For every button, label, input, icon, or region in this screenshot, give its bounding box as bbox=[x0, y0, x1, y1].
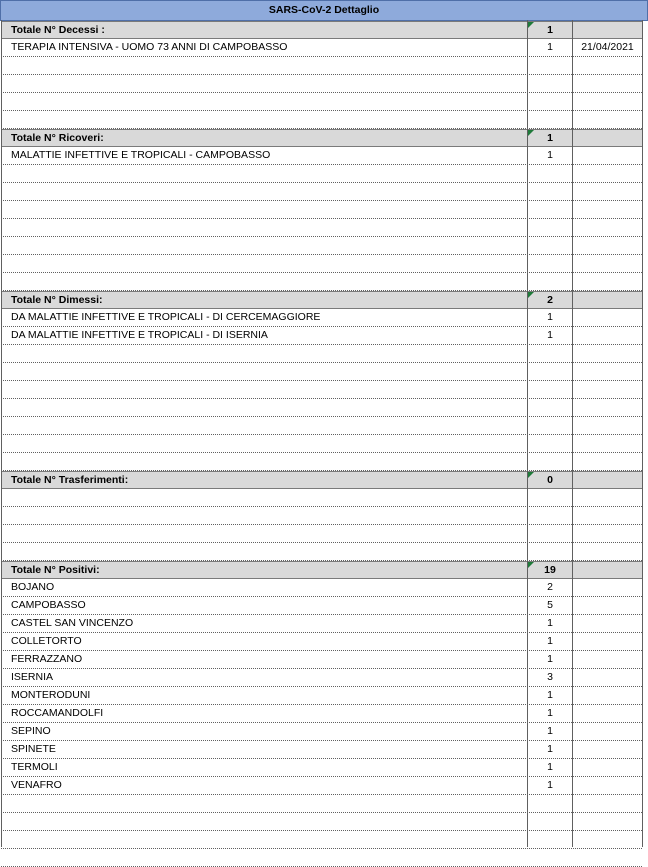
empty-row bbox=[1, 435, 642, 453]
comment-indicator-icon bbox=[528, 472, 534, 478]
row-date bbox=[573, 597, 642, 614]
table-row bbox=[1, 615, 642, 633]
row-label: COLLETORTO bbox=[11, 635, 82, 647]
row-label: ISERNIA bbox=[11, 671, 54, 683]
empty-row bbox=[1, 255, 642, 273]
comment-indicator-icon bbox=[528, 130, 534, 136]
empty-row bbox=[1, 417, 642, 435]
table-row bbox=[1, 39, 642, 57]
row-date bbox=[573, 777, 642, 794]
row-date bbox=[573, 327, 642, 344]
row-value: 1 bbox=[547, 779, 553, 791]
section-total: 1 bbox=[547, 24, 553, 36]
empty-row bbox=[1, 849, 642, 867]
empty-row bbox=[1, 543, 642, 561]
row-date bbox=[573, 759, 642, 776]
row-date bbox=[573, 579, 642, 596]
row-value: 5 bbox=[547, 599, 553, 611]
section-total: 0 bbox=[547, 474, 553, 486]
comment-indicator-icon bbox=[528, 562, 534, 568]
row-label: TERMOLI bbox=[11, 761, 58, 773]
row-date bbox=[573, 741, 642, 758]
empty-row bbox=[1, 525, 642, 543]
table-row bbox=[1, 741, 642, 759]
section-title: Totale N° Dimessi: bbox=[11, 294, 103, 306]
table-row bbox=[1, 597, 642, 615]
table-row bbox=[1, 723, 642, 741]
row-value: 1 bbox=[547, 761, 553, 773]
date-cell bbox=[573, 562, 642, 579]
empty-row bbox=[1, 237, 642, 255]
row-value: 1 bbox=[547, 743, 553, 755]
section-header bbox=[1, 561, 642, 579]
section-title: Totale N° Decessi : bbox=[11, 24, 105, 36]
section-total: 2 bbox=[547, 294, 553, 306]
date-cell bbox=[573, 292, 642, 309]
row-value: 2 bbox=[547, 581, 553, 593]
row-label: VENAFRO bbox=[11, 779, 62, 791]
table-row bbox=[1, 651, 642, 669]
empty-row bbox=[1, 831, 642, 849]
section-header bbox=[1, 129, 642, 147]
right-border bbox=[642, 20, 643, 847]
left-border bbox=[1, 20, 2, 847]
row-value: 3 bbox=[547, 671, 553, 683]
row-value: 1 bbox=[547, 725, 553, 737]
section-header bbox=[1, 471, 642, 489]
row-label: SEPINO bbox=[11, 725, 51, 737]
row-label: ROCCAMANDOLFI bbox=[11, 707, 104, 719]
empty-row bbox=[1, 453, 642, 471]
row-date: 21/04/2021 bbox=[581, 41, 634, 53]
row-date bbox=[573, 705, 642, 722]
empty-row bbox=[1, 795, 642, 813]
empty-row bbox=[1, 75, 642, 93]
table-row bbox=[1, 705, 642, 723]
section-header bbox=[1, 21, 642, 39]
row-value: 1 bbox=[547, 617, 553, 629]
row-value: 1 bbox=[547, 41, 553, 53]
section-title: Totale N° Positivi: bbox=[11, 564, 100, 576]
section-title: Totale N° Trasferimenti: bbox=[11, 474, 129, 486]
row-label: SPINETE bbox=[11, 743, 56, 755]
row-label: CASTEL SAN VINCENZO bbox=[11, 617, 134, 629]
table-row bbox=[1, 759, 642, 777]
table-row bbox=[1, 687, 642, 705]
row-date bbox=[573, 147, 642, 164]
row-date bbox=[573, 651, 642, 668]
empty-row bbox=[1, 93, 642, 111]
row-date bbox=[573, 309, 642, 326]
comment-indicator-icon bbox=[528, 22, 534, 28]
row-value: 1 bbox=[547, 653, 553, 665]
row-value: 1 bbox=[547, 329, 553, 341]
table-row bbox=[1, 147, 642, 165]
column-separator-date bbox=[572, 20, 573, 847]
table-row bbox=[1, 327, 642, 345]
row-label: CAMPOBASSO bbox=[11, 599, 86, 611]
row-value: 1 bbox=[547, 707, 553, 719]
empty-row bbox=[1, 201, 642, 219]
table-row bbox=[1, 309, 642, 327]
sheet-title: SARS-CoV-2 Dettaglio bbox=[0, 0, 648, 21]
section-header bbox=[1, 291, 642, 309]
date-cell bbox=[573, 130, 642, 147]
empty-row bbox=[1, 273, 642, 291]
row-label: MONTERODUNI bbox=[11, 689, 91, 701]
row-date bbox=[573, 669, 642, 686]
empty-row bbox=[1, 813, 642, 831]
empty-row bbox=[1, 57, 642, 75]
row-date bbox=[573, 723, 642, 740]
empty-row bbox=[1, 111, 642, 129]
row-label: DA MALATTIE INFETTIVE E TROPICALI - DI CERCEMAGGIORE bbox=[11, 311, 321, 323]
empty-row bbox=[1, 165, 642, 183]
row-value: 1 bbox=[547, 689, 553, 701]
empty-row bbox=[1, 363, 642, 381]
table-row bbox=[1, 633, 642, 651]
empty-row bbox=[1, 489, 642, 507]
section-title: Totale N° Ricoveri: bbox=[11, 132, 104, 144]
row-label: DA MALATTIE INFETTIVE E TROPICALI - DI ISERNIA bbox=[11, 329, 268, 341]
row-label: MALATTIE INFETTIVE E TROPICALI - CAMPOBASSO bbox=[11, 149, 271, 161]
comment-indicator-icon bbox=[528, 292, 534, 298]
empty-row bbox=[1, 219, 642, 237]
date-cell bbox=[573, 472, 642, 489]
table-row bbox=[1, 669, 642, 687]
empty-row bbox=[1, 183, 642, 201]
date-cell bbox=[573, 22, 642, 39]
empty-row bbox=[1, 399, 642, 417]
row-date bbox=[573, 687, 642, 704]
empty-row bbox=[1, 381, 642, 399]
column-separator-value bbox=[527, 20, 528, 847]
empty-row bbox=[1, 345, 642, 363]
table-row bbox=[1, 579, 642, 597]
row-value: 1 bbox=[547, 311, 553, 323]
row-date bbox=[573, 633, 642, 650]
row-value: 1 bbox=[547, 149, 553, 161]
row-label: FERRAZZANO bbox=[11, 653, 83, 665]
empty-row bbox=[1, 507, 642, 525]
section-total: 1 bbox=[547, 132, 553, 144]
row-label: BOJANO bbox=[11, 581, 55, 593]
row-date bbox=[573, 615, 642, 632]
table-row bbox=[1, 777, 642, 795]
row-value: 1 bbox=[547, 635, 553, 647]
section-total: 19 bbox=[544, 564, 556, 576]
row-label: TERAPIA INTENSIVA - UOMO 73 ANNI DI CAMPOBASSO bbox=[11, 41, 288, 53]
